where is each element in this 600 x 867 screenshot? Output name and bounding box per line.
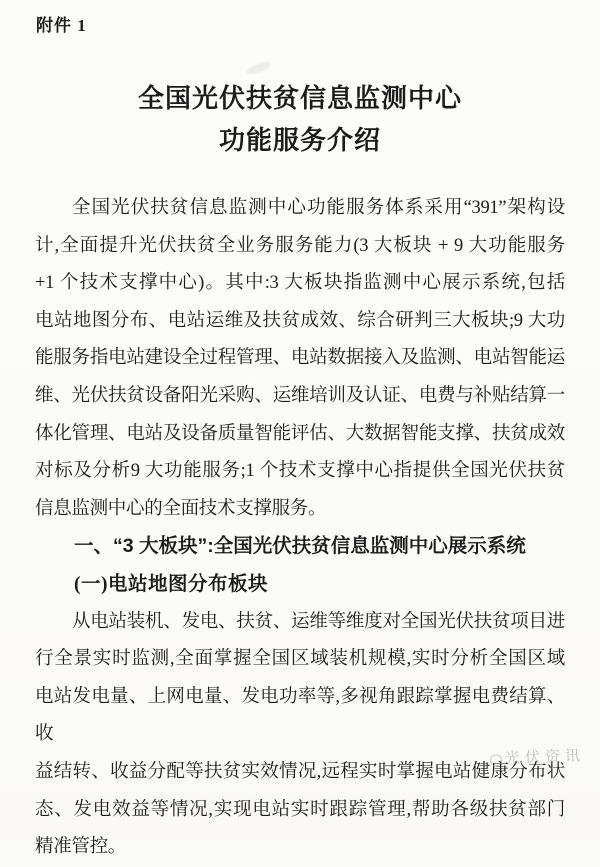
document-body <box>35 190 565 867</box>
paragraph-line: 维、光伏扶贫设备阳光采购、运维培训及认证、电费与补贴结算一 <box>35 385 565 406</box>
paragraph-line: 精准管控。 <box>35 837 127 858</box>
section-heading: 一、“3 大板块”:全国光伏扶贫信息监测中心展示系统 <box>74 535 526 558</box>
document-title-line2: 功能服务介绍 <box>218 126 381 155</box>
paragraph-line: 行全景实时监测,全面掌握全国区域装机规模,实时分析全国区域 <box>35 649 565 670</box>
paragraph-line: 从电站装机、发电、扶贫、运维等维度对全国光伏扶贫项目进 <box>72 611 565 632</box>
paragraph-line: 电站发电量、上网电量、发电功率等,多视角跟踪掌握电费结算、收 <box>35 686 565 745</box>
watermark-text: 光伏资讯 <box>504 748 586 768</box>
attachment-label: 附件 1 <box>36 16 87 35</box>
paragraph-line: 全国光伏扶贫信息监测中心功能服务体系采用“391”架构设 <box>72 198 565 218</box>
paragraph-line: 信息监测中心的全面技术支撑服务。 <box>35 498 327 519</box>
document-title-line1: 全国光伏扶贫信息监测中心 <box>137 84 462 113</box>
paragraph-line: 对标及分析9 大功能服务;1 个技术支撑中心指提供全国光伏扶贫 <box>35 461 565 482</box>
paragraph-line: 计,全面提升光伏扶贫全业务服务能力(3 大板块 + 9 大功能服务 <box>35 235 565 256</box>
scan-smudge <box>245 60 272 76</box>
paragraph-line: 体化管理、电站及设备质量智能评估、大数据智能支撑、扶贫成效 <box>35 423 565 444</box>
subsection-heading: (一)电站地图分布板块 <box>74 573 268 595</box>
paragraph-line: 电站地图分布、电站运维及扶贫成效、综合研判三大板块;9 大功 <box>35 310 565 331</box>
paragraph-line: 态、发电效益等情况,实现电站实时跟踪管理,帮助各级扶贫部门 <box>35 799 565 820</box>
document-title <box>0 78 600 162</box>
paragraph-line: 能服务指电站建设全过程管理、电站数据接入及监测、电站智能运 <box>35 348 565 369</box>
paragraph-line: 益结转、收益分配等扶贫实效情况,远程实时掌握电站健康分布状 <box>35 761 565 782</box>
paragraph-line: +1 个技术支撑中心)。其中:3 大板块指监测中心展示系统,包括 <box>35 273 565 294</box>
